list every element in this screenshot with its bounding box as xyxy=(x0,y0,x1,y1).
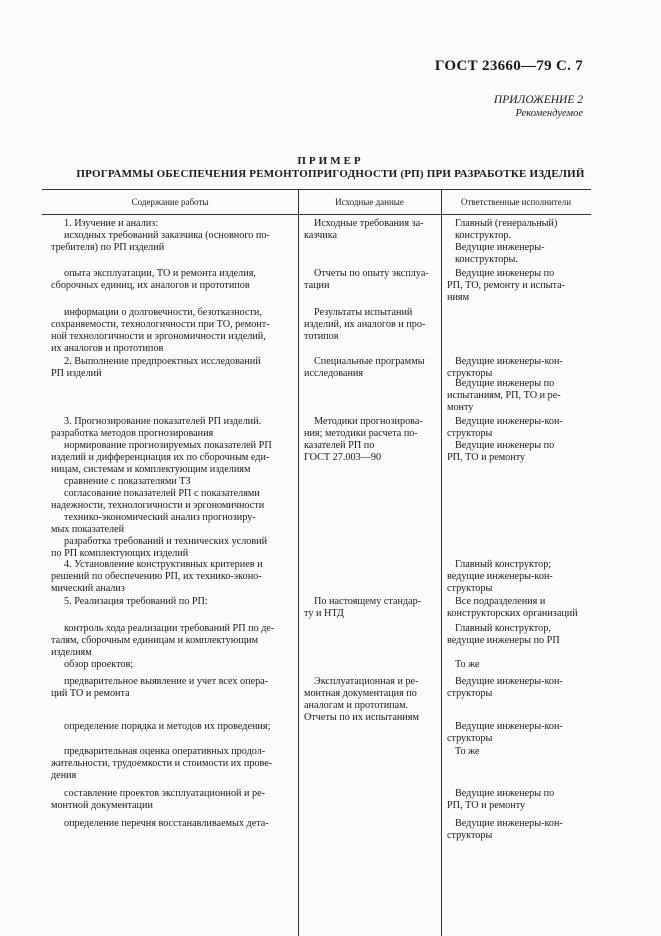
work-line: 2. Выполнение предпроектных исследований xyxy=(64,356,261,367)
work-line: согласование показателей РП с показателями xyxy=(64,488,260,499)
appendix-note: Рекомендуемое xyxy=(515,108,583,119)
column-divider-1 xyxy=(298,189,299,936)
work-line: решений по обеспечению РП, их технико-эконо- xyxy=(51,571,262,582)
work-line: определение перечня восстанавливаемых дета- xyxy=(64,818,269,829)
work-line: опыта эксплуатации, ТО и ремонта изделия, xyxy=(64,268,256,279)
responsible-line: конструкторы. xyxy=(455,254,518,265)
responsible-line: Ведущие инженеры по xyxy=(455,378,555,389)
work-line: информации о долговечности, безотказности, xyxy=(64,307,262,318)
responsible-line: Главный конструктор; xyxy=(455,559,552,570)
responsible-line: структоры xyxy=(447,830,493,841)
table-top-rule xyxy=(42,189,591,190)
responsible-line: Ведущие инженеры-кон- xyxy=(455,676,563,687)
column-header-source: Исходные данные xyxy=(335,197,404,207)
work-line: 5. Реализация требований по РП: xyxy=(64,596,208,607)
responsible-line: монту xyxy=(447,402,474,413)
responsible-line: Ведущие инженеры по xyxy=(455,440,555,451)
source-line: Результаты испытаний xyxy=(314,307,413,318)
work-line: талям, сборочным единицам и комплектующим xyxy=(51,635,259,646)
work-line: контроль хода реализации требований РП по де- xyxy=(64,623,275,634)
work-line: надежности, технологичности и эргономичности xyxy=(51,500,265,511)
responsible-line: Главный конструктор, xyxy=(455,623,551,634)
work-line: 4. Установление конструктивных критериев и xyxy=(64,559,263,570)
standard-header: ГОСТ 23660—79 С. 7 xyxy=(434,58,583,74)
column-header-responsible: Ответственные исполнители xyxy=(460,197,572,207)
source-line: По настоящему стандар- xyxy=(314,596,422,607)
work-line: 3. Прогнозирование показателей РП изделий. xyxy=(64,416,262,427)
work-line: ной технологичности и эргономичности изделий, xyxy=(51,331,266,342)
responsible-line: испытаниям, РП, ТО и ре- xyxy=(447,390,561,401)
work-line: дения xyxy=(51,770,77,781)
title-example: ПРИМЕР xyxy=(297,155,364,167)
work-line: РП изделий xyxy=(51,368,102,379)
responsible-line: ведущие инженеры-кон- xyxy=(447,571,553,582)
work-line: ций ТО и ремонта xyxy=(51,688,130,699)
source-line: Эксплуатационная и ре- xyxy=(314,676,419,687)
work-line: мический анализ xyxy=(51,583,125,594)
responsible-line: Ведущие инженеры по xyxy=(455,788,555,799)
work-line: изделий и дифференциация их по сборочным еди- xyxy=(51,452,270,463)
source-line: Отчеты по их испытаниям xyxy=(304,712,419,723)
responsible-line: Ведущие инженеры по xyxy=(455,268,555,279)
source-line: ГОСТ 27.003—90 xyxy=(304,452,382,463)
responsible-line: структоры xyxy=(447,428,493,439)
responsible-line: Главный (генеральный) xyxy=(455,218,558,229)
source-line: Методики прогнозирова- xyxy=(314,416,423,427)
work-line: ницам, системам и комплектующим изделиям xyxy=(51,464,251,475)
responsible-line: РП, ТО и ремонту xyxy=(447,452,526,463)
responsible-line: конструктор. xyxy=(455,230,511,241)
responsible-line: структоры xyxy=(447,368,493,379)
work-line: мых показателей xyxy=(51,524,125,535)
work-line: нормирование прогнозируемых показателей РП xyxy=(64,440,272,451)
page-title: ПРОГРАММЫ ОБЕСПЕЧЕНИЯ РЕМОНТОПРИГОДНОСТИ (РП) ПРИ РАЗРАБОТКЕ ИЗДЕЛИЙ xyxy=(76,168,585,180)
work-line: сохраняемости, технологичности при ТО, ремонт- xyxy=(51,319,270,330)
responsible-line: Все подразделения и xyxy=(455,596,546,607)
responsible-line: РП, ТО и ремонту xyxy=(447,800,526,811)
work-line: разработка методов прогнозирования xyxy=(51,428,214,439)
work-line: исходных требований заказчика (основного по- xyxy=(64,230,270,241)
work-line: составление проектов эксплуатационной и ре- xyxy=(64,788,266,799)
work-line: монтной документации xyxy=(51,800,153,811)
work-line: жительности, трудоемкости и стоимости их прове- xyxy=(51,758,273,769)
responsible-line: структоры xyxy=(447,583,493,594)
source-line: ния; методики расчета по- xyxy=(304,428,418,439)
work-line: предварительное выявление и учет всех опера- xyxy=(64,676,269,687)
source-line: изделий, их аналогов и про- xyxy=(304,319,426,330)
work-line: обзор проектов; xyxy=(64,659,134,670)
work-line: 1. Изучение и анализ: xyxy=(64,218,159,229)
responsible-line: Ведущие инженеры-кон- xyxy=(455,721,563,732)
source-line: Специальные программы xyxy=(314,356,425,367)
work-line: изделиям xyxy=(51,647,92,658)
work-line: требителя) по РП изделий xyxy=(51,242,165,253)
responsible-line: структоры xyxy=(447,733,493,744)
column-divider-2 xyxy=(441,189,442,936)
work-line: сравнение с показателями ТЗ xyxy=(64,476,191,487)
responsible-line: Ведущие инженеры-кон- xyxy=(455,818,563,829)
source-line: монтная документация по xyxy=(304,688,417,699)
responsible-line: То же xyxy=(455,659,480,670)
table-header-rule xyxy=(42,214,591,215)
source-line: тотипов xyxy=(304,331,339,342)
column-header-work: Содержание работы xyxy=(131,197,209,207)
work-line: разработка требований и технических условий xyxy=(64,536,268,547)
work-line: определение порядка и методов их проведения; xyxy=(64,721,271,732)
source-line: казчика xyxy=(304,230,338,241)
appendix-label: ПРИЛОЖЕНИЕ 2 xyxy=(493,94,583,106)
source-line: аналогам и прототипам. xyxy=(304,700,409,711)
responsible-line: То же xyxy=(455,746,480,757)
work-line: предварительная оценка оперативных продол- xyxy=(64,746,266,757)
work-line: технико-экономический анализ прогнозиру- xyxy=(64,512,256,523)
responsible-line: конструкторских организаций xyxy=(447,608,578,619)
responsible-line: структоры xyxy=(447,688,493,699)
work-line: по РП комплектующих изделий xyxy=(51,548,189,559)
source-line: Исходные требования за- xyxy=(314,218,424,229)
source-line: тации xyxy=(304,280,330,291)
responsible-line: Ведущие инженеры-кон- xyxy=(455,416,563,427)
responsible-line: Ведущие инженеры- xyxy=(455,242,545,253)
responsible-line: ведущие инженеры по РП xyxy=(447,635,560,646)
source-line: исследования xyxy=(304,368,364,379)
source-line: ту и НТД xyxy=(304,608,344,619)
responsible-line: ниям xyxy=(447,292,470,303)
work-line: сборочных единиц, их аналогов и прототипов xyxy=(51,280,250,291)
work-line: их аналогов и прототипов xyxy=(51,343,164,354)
appendix-block xyxy=(494,93,583,121)
responsible-line: РП, ТО, ремонту и испыта- xyxy=(447,280,565,291)
source-line: Отчеты по опыту эксплуа- xyxy=(314,268,429,279)
responsible-line: Ведущие инженеры-кон- xyxy=(455,356,563,367)
source-line: казателей РП по xyxy=(304,440,375,451)
